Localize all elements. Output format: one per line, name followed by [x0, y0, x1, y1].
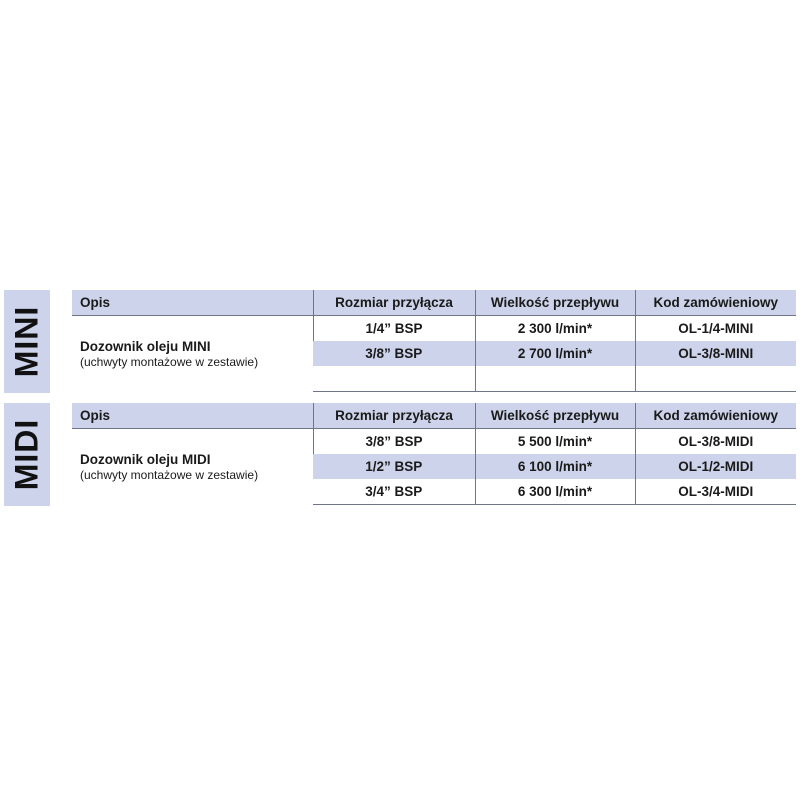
midi-table — [72, 403, 796, 505]
header-order-code: Kod zamówieniowy — [635, 290, 796, 316]
connection-size-cell: 1/2” BSP — [313, 454, 475, 479]
mini-label: MINI — [8, 305, 45, 378]
header-description: Opis — [72, 290, 313, 316]
order-code-cell — [635, 366, 796, 392]
table-row — [72, 429, 796, 455]
connection-size-cell: 3/8” BSP — [313, 429, 475, 455]
flow-rate-cell: 2 300 l/min* — [475, 316, 635, 342]
flow-rate-cell: 6 300 l/min* — [475, 479, 635, 505]
flow-rate-cell: 2 700 l/min* — [475, 341, 635, 366]
mini-table — [72, 290, 796, 392]
midi-side-label — [4, 403, 50, 506]
connection-size-cell: 1/4” BSP — [313, 316, 475, 342]
header-connection-size: Rozmiar przyłącza — [313, 403, 475, 429]
order-code-cell: OL-3/8-MIDI — [635, 429, 796, 455]
table-row — [72, 316, 796, 342]
order-code-cell: OL-3/8-MINI — [635, 341, 796, 366]
flow-rate-cell — [475, 366, 635, 392]
header-flow-rate: Wielkość przepływu — [475, 403, 635, 429]
flow-rate-cell: 6 100 l/min* — [475, 454, 635, 479]
order-code-cell: OL-1/2-MIDI — [635, 454, 796, 479]
header-description: Opis — [72, 403, 313, 429]
header-order-code: Kod zamówieniowy — [635, 403, 796, 429]
midi-label: MIDI — [8, 418, 45, 491]
mini-description-title: Dozownik oleju MINI — [80, 338, 211, 354]
midi-header-row — [72, 403, 796, 429]
mini-section — [4, 290, 796, 393]
connection-size-cell: 3/8” BSP — [313, 341, 475, 366]
mini-side-label — [4, 290, 50, 393]
flow-rate-cell: 5 500 l/min* — [475, 429, 635, 455]
order-code-cell: OL-1/4-MINI — [635, 316, 796, 342]
midi-description-title: Dozownik oleju MIDI — [80, 451, 211, 467]
midi-description-note: (uchwyty montażowe w zestawie) — [80, 467, 259, 482]
mini-description-cell — [72, 316, 313, 392]
connection-size-cell: 3/4” BSP — [313, 479, 475, 505]
header-connection-size: Rozmiar przyłącza — [313, 290, 475, 316]
mini-description-note: (uchwyty montażowe w zestawie) — [80, 354, 259, 369]
connection-size-cell — [313, 366, 475, 392]
midi-description-cell — [72, 429, 313, 505]
header-flow-rate: Wielkość przepływu — [475, 290, 635, 316]
mini-header-row — [72, 290, 796, 316]
midi-section — [4, 403, 796, 506]
order-code-cell: OL-3/4-MIDI — [635, 479, 796, 505]
